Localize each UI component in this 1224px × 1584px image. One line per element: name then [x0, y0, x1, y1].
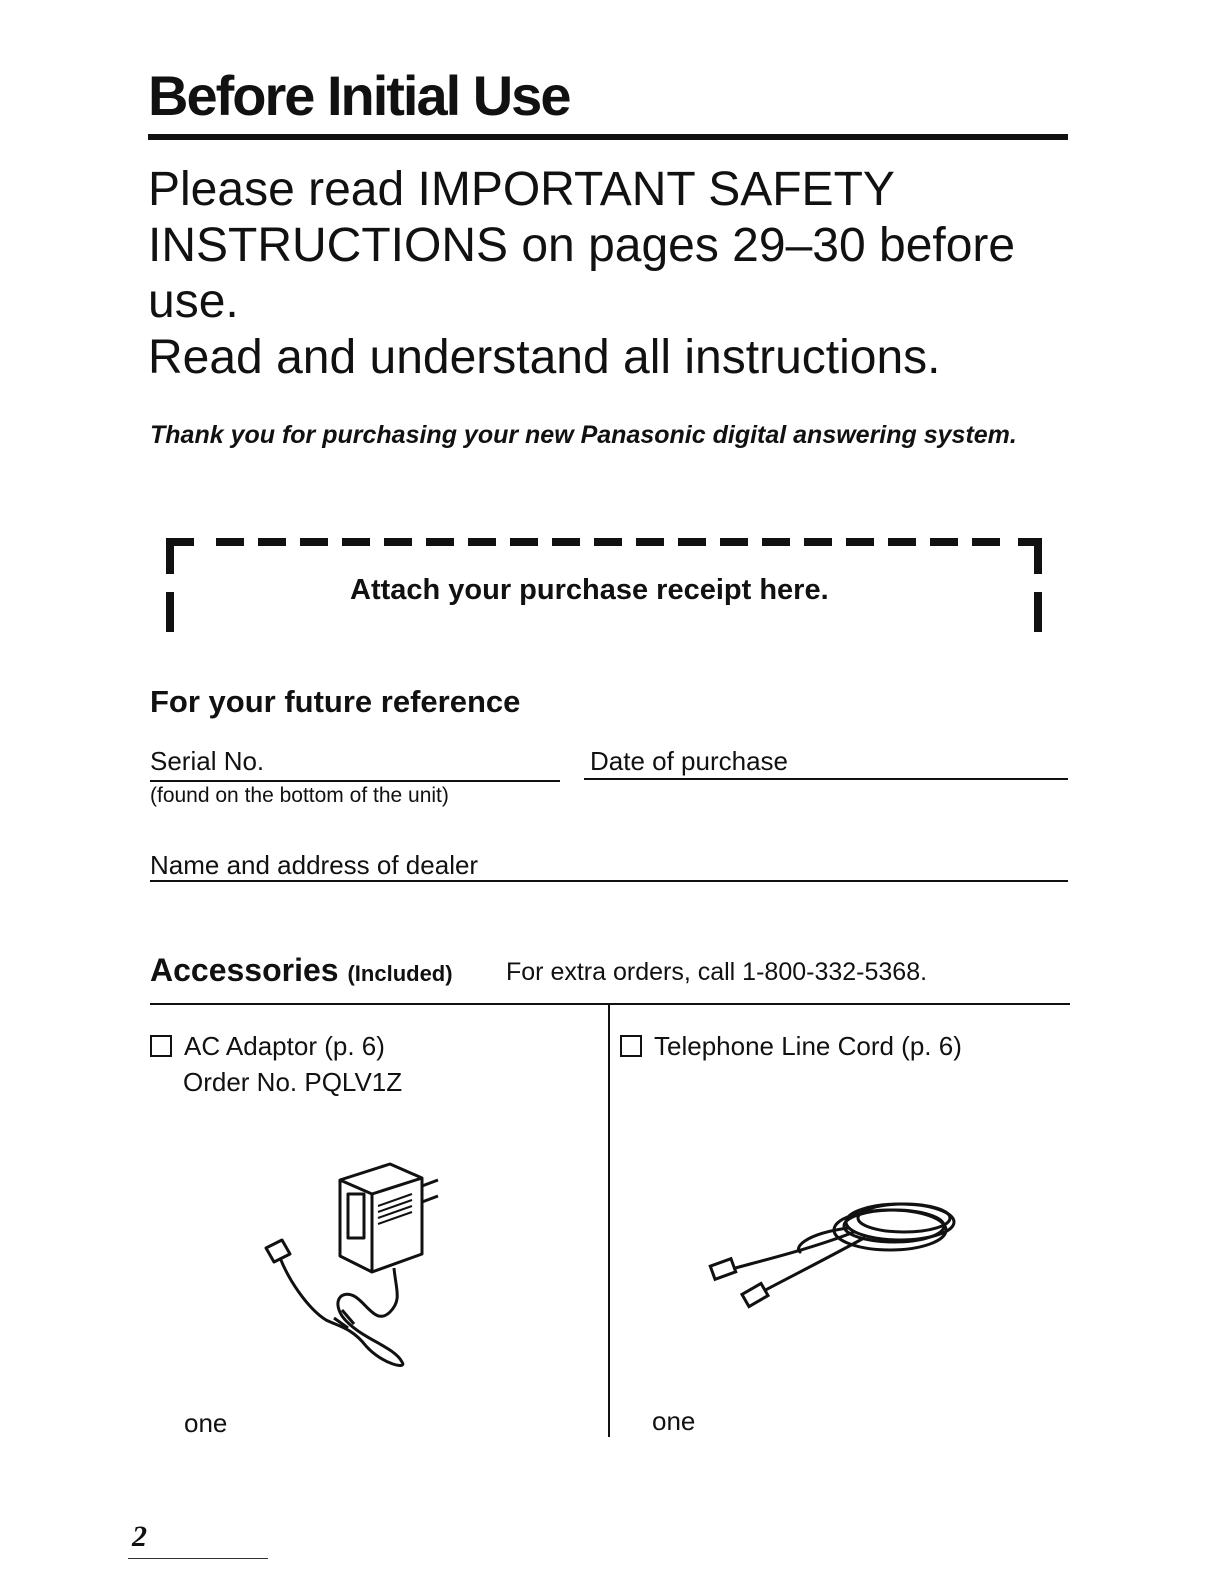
page-title: Before Initial Use: [148, 64, 570, 127]
ac-adaptor-order-number: Order No. PQLV1Z: [183, 1067, 403, 1097]
dealer-label: Name and address of dealer: [150, 850, 479, 880]
accessories-divider: [608, 1005, 610, 1437]
accessory-item-telephone-cord: [620, 1028, 962, 1064]
accessories-included: (Included): [347, 961, 453, 986]
safety-intro: [148, 162, 1088, 386]
ac-adaptor-quantity: one: [184, 1408, 228, 1438]
serial-number-line[interactable]: [150, 780, 560, 782]
date-of-purchase-line[interactable]: [584, 778, 1068, 780]
safety-intro-line-1: Please read IMPORTANT SAFETY INSTRUCTIONS on pages 29–30 before use.: [148, 163, 1016, 328]
page-number-rule: [128, 1558, 268, 1559]
ac-adaptor-checkbox[interactable]: [150, 1035, 172, 1057]
receipt-instruction: Attach your purchase receipt here.: [350, 574, 829, 606]
dealer-line[interactable]: [150, 880, 1068, 882]
telephone-cord-icon: [704, 1188, 964, 1318]
reference-heading: For your future reference: [150, 684, 521, 719]
thank-you-text: Thank you for purchasing your new Panasonic digital answering system.: [150, 421, 1017, 449]
accessories-title: Accessories: [150, 952, 339, 988]
title-rule: [148, 134, 1068, 140]
ac-adaptor-icon: [262, 1150, 452, 1370]
accessories-order-note: For extra orders, call 1-800-332-5368.: [506, 958, 928, 986]
accessories-heading: [150, 952, 453, 989]
date-of-purchase-label: Date of purchase: [590, 746, 789, 776]
page-number: 2: [132, 1520, 147, 1553]
serial-number-note: (found on the bottom of the unit): [150, 784, 449, 807]
serial-number-label: Serial No.: [150, 746, 265, 776]
ac-adaptor-name: AC Adaptor (p. 6): [184, 1031, 385, 1061]
accessory-item-ac-adaptor: [150, 1028, 402, 1100]
telephone-cord-checkbox[interactable]: [620, 1035, 642, 1057]
safety-intro-line-2: Read and understand all instructions.: [148, 331, 941, 384]
accessories-rule: [150, 1003, 1070, 1005]
telephone-cord-quantity: one: [652, 1406, 696, 1436]
telephone-cord-name: Telephone Line Cord (p. 6): [654, 1031, 962, 1061]
